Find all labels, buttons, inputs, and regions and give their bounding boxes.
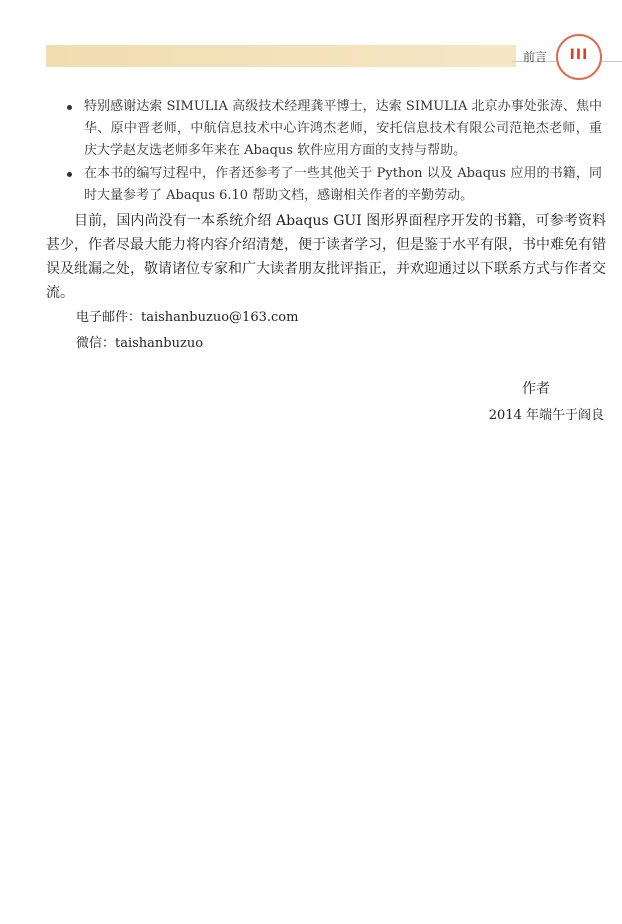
section-label: 前言 [523, 50, 548, 64]
list-item-text: 特别感谢达索 SIMULIA 高级技术经理龚平博士，达索 SIMULIA 北京办事处张涛、焦中华、原中晋老师，中航信息技术中心许鸿杰老师，安托信息技术有限公司范艳杰老师，重庆大学赵友选老师多年来在 Abaqus 软件应用方面的支持与帮助。 [84, 99, 602, 158]
header-band [46, 45, 516, 67]
list-item [46, 163, 606, 207]
list-item [46, 96, 606, 162]
body-paragraph: 目前，国内尚没有一本系统介绍 Abaqus GUI 图形界面程序开发的书籍，可参考资料甚少，作者尽最大能力将内容介绍清楚，便于读者学习，但是鉴于水平有限，书中难免有错误及纰漏之处，敬请诸位专家和广大读者朋友批评指正，并欢迎通过以下联系方式与作者交流。 [46, 213, 606, 301]
bullet-icon [67, 172, 72, 177]
page-number-badge [556, 34, 602, 80]
signature-author: 作者 [522, 381, 550, 397]
signature-date: 2014 年端午于阎良 [488, 408, 604, 423]
page-body [46, 96, 606, 357]
contact-wechat: 微信：taishanbuzuo [76, 336, 204, 351]
list-item-text: 在本书的编写过程中，作者还参考了一些其他关于 Python 以及 Abaqus 应用的书籍，同时大量参考了 Abaqus 6.10 帮助文档，感谢相关作者的辛勤劳动。 [84, 166, 602, 203]
bullet-icon [67, 105, 72, 110]
contact-email: 电子邮件：taishanbuzuo@163.com [76, 310, 299, 325]
page-number: III [569, 47, 589, 63]
acknowledgement-list [46, 96, 606, 207]
